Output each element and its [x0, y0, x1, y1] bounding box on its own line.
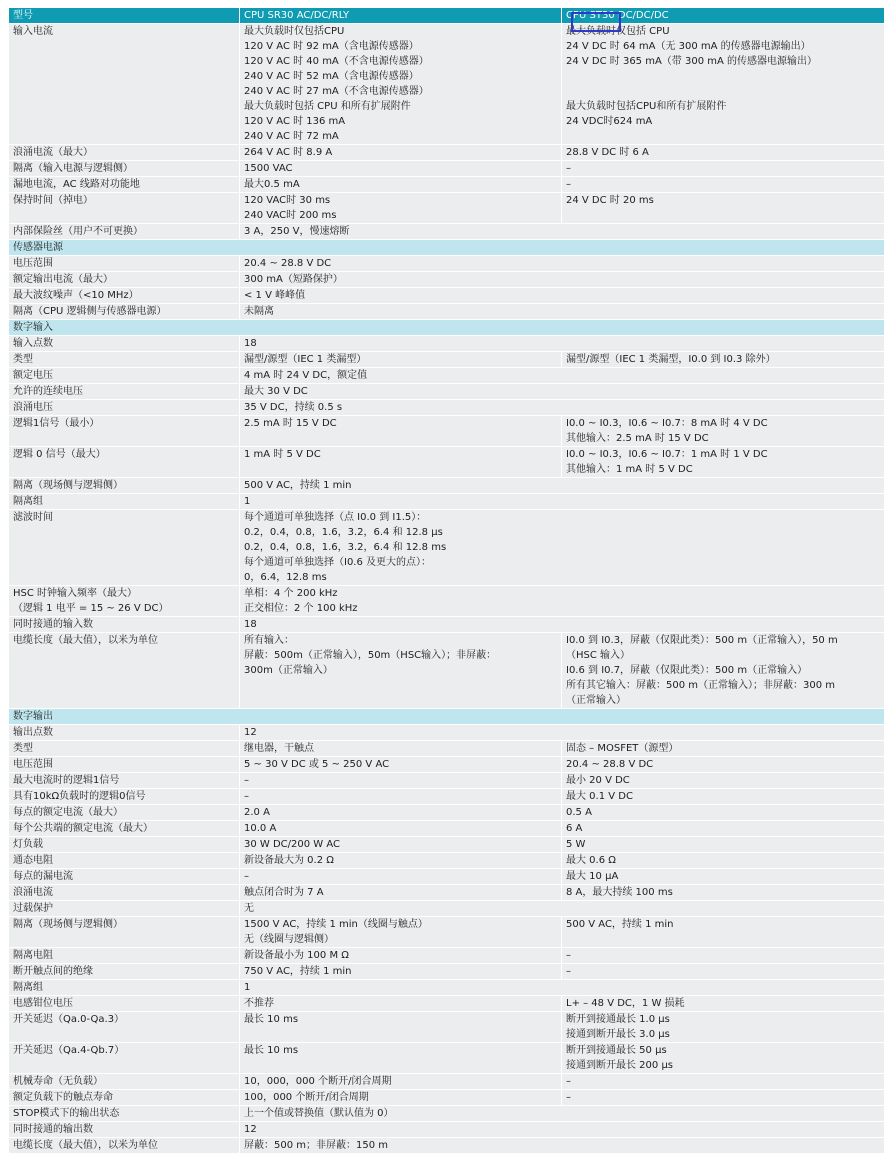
value-st30	[562, 145, 884, 161]
value-shared	[240, 617, 884, 633]
value-sr30	[240, 821, 562, 837]
cell-line: 上一个值或替换值（默认值为 0）	[244, 1106, 880, 1121]
cell-line: 每个通道可单独选择（点 I0.0 到 I1.5）：	[244, 510, 880, 525]
row-label: 滤波时间	[9, 510, 240, 586]
cell-line: 0.2，0.4，0.8，1.6，3.2，6.4 和 12.8 ms	[244, 540, 880, 555]
value-shared	[240, 1106, 884, 1122]
section-title: 传感器电源	[9, 240, 884, 256]
section-title: 数字输入	[9, 320, 884, 336]
row-label: 最大电流时的逻辑1信号	[9, 773, 240, 789]
table-row	[9, 964, 884, 980]
table-row	[9, 917, 884, 948]
table-row	[9, 805, 884, 821]
table-row	[9, 869, 884, 885]
value-shared	[240, 510, 884, 586]
table-row	[9, 901, 884, 917]
cell-line: 屏蔽：500m（正常输入），50m（HSC输入）；非屏蔽：	[244, 648, 557, 663]
cell-line: –	[566, 964, 880, 979]
row-label: 浪涌电压	[9, 400, 240, 416]
value-sr30	[240, 352, 562, 368]
table-row	[9, 1043, 884, 1074]
row-label: 隔离电阻	[9, 948, 240, 964]
row-label: 每点的漏电流	[9, 869, 240, 885]
table-row	[9, 773, 884, 789]
row-label: 同时接通的输入数	[9, 617, 240, 633]
cell-line: 12	[244, 725, 880, 740]
cell-line: 120 VAC时 30 ms	[244, 193, 557, 208]
cell-line: 新设备最小为 100 M Ω	[244, 948, 557, 963]
cell-line: 6 A	[566, 821, 880, 836]
cell-line: 每个通道可单独选择（I0.6 及更大的点）：	[244, 555, 880, 570]
cell-line: 1500 VAC	[244, 161, 557, 176]
spec-table-container	[8, 7, 883, 1153]
table-row	[9, 996, 884, 1012]
cell-line: 20.4 ~ 28.8 V DC	[244, 256, 880, 271]
cell-line: 120 V AC 时 92 mA（含电源传感器）	[244, 39, 557, 54]
row-label: 开关延迟（Qa.4-Qb.7）	[9, 1043, 240, 1074]
row-label: 隔离组	[9, 980, 240, 996]
value-sr30	[240, 1090, 562, 1106]
table-row	[9, 725, 884, 741]
value-sr30	[240, 177, 562, 193]
table-row	[9, 821, 884, 837]
row-label: 内部保险丝（用户不可更换）	[9, 224, 240, 240]
cell-line: 300 mA（短路保护）	[244, 272, 880, 287]
cell-line: 最大负载时仅包括CPU	[244, 24, 557, 39]
value-st30	[562, 352, 884, 368]
cell-line: 18	[244, 336, 880, 351]
cell-line: 漏型/源型（IEC 1 类漏型）	[244, 352, 557, 367]
value-sr30	[240, 416, 562, 447]
cell-line: 1	[244, 494, 880, 509]
cell-line: 断开到接通最长 50 μs	[566, 1043, 880, 1058]
row-label: 类型	[9, 352, 240, 368]
row-label: STOP模式下的输出状态	[9, 1106, 240, 1122]
row-label: 电缆长度（最大值），以米为单位	[9, 633, 240, 709]
cell-line: 5 W	[566, 837, 880, 852]
value-shared	[240, 304, 884, 320]
cell-line	[566, 84, 880, 99]
table-row	[9, 352, 884, 368]
cell-line: 240 VAC时 200 ms	[244, 208, 557, 223]
value-st30	[562, 964, 884, 980]
cell-line: HSC 时钟输入频率（最大）	[13, 586, 235, 601]
header-model: 型号	[9, 8, 240, 24]
cell-line: –	[566, 948, 880, 963]
cell-line: 1	[244, 980, 880, 995]
value-shared	[240, 256, 884, 272]
section-row	[9, 709, 884, 725]
cell-line: 无（线圈与逻辑侧）	[244, 932, 557, 947]
table-row	[9, 1106, 884, 1122]
row-label: 同时接通的输出数	[9, 1122, 240, 1138]
table-row	[9, 24, 884, 145]
row-label: 漏地电流，AC 线路对功能地	[9, 177, 240, 193]
value-st30	[562, 741, 884, 757]
cell-line: 24 V DC 时 20 ms	[566, 193, 880, 208]
table-row	[9, 384, 884, 400]
row-label: 允许的连续电压	[9, 384, 240, 400]
value-shared	[240, 224, 884, 240]
table-row	[9, 288, 884, 304]
cell-line: 240 V AC 时 72 mA	[244, 129, 557, 144]
row-label: 机械寿命（无负载）	[9, 1074, 240, 1090]
row-label: 电缆长度（最大值），以米为单位	[9, 1138, 240, 1153]
value-sr30	[240, 24, 562, 145]
row-label: 逻辑 0 信号（最大）	[9, 447, 240, 478]
table-row	[9, 400, 884, 416]
value-sr30	[240, 837, 562, 853]
value-sr30	[240, 805, 562, 821]
value-sr30	[240, 869, 562, 885]
cell-line: I0.0 ~ I0.3，I0.6 ~ I0.7：1 mA 时 1 V DC	[566, 447, 880, 462]
cell-line: 500 V AC，持续 1 min	[566, 917, 880, 932]
cell-line: 最长 10 ms	[244, 1012, 557, 1027]
value-st30	[562, 1074, 884, 1090]
row-label: 输入电流	[9, 24, 240, 145]
value-st30	[562, 837, 884, 853]
cell-line: 最大0.5 mA	[244, 177, 557, 192]
cell-line: 28.8 V DC 时 6 A	[566, 145, 880, 160]
value-shared	[240, 586, 884, 617]
value-sr30	[240, 773, 562, 789]
cell-line: 0.5 A	[566, 805, 880, 820]
value-shared	[240, 1138, 884, 1153]
cell-line: 最大 10 μA	[566, 869, 880, 884]
value-shared	[240, 725, 884, 741]
cell-line: 20.4 ~ 28.8 V DC	[566, 757, 880, 772]
value-shared	[240, 478, 884, 494]
cell-line: 24 V DC 时 365 mA（带 300 mA 的传感器电源输出）	[566, 54, 880, 69]
cell-line: 3 A，250 V，慢速熔断	[244, 224, 880, 239]
row-label: 过载保护	[9, 901, 240, 917]
table-row	[9, 757, 884, 773]
cell-line: < 1 V 峰峰值	[244, 288, 880, 303]
cell-line: 120 V AC 时 136 mA	[244, 114, 557, 129]
row-label: 隔离（输入电源与逻辑侧）	[9, 161, 240, 177]
section-title: 数字输出	[9, 709, 884, 725]
cell-line: 最大 0.6 Ω	[566, 853, 880, 868]
table-row	[9, 447, 884, 478]
cell-line: 2.5 mA 时 15 V DC	[244, 416, 557, 431]
value-st30	[562, 1012, 884, 1043]
table-row	[9, 1074, 884, 1090]
cell-line: 240 V AC 时 52 mA（含电源传感器）	[244, 69, 557, 84]
row-label: 浪涌电流（最大）	[9, 145, 240, 161]
row-label: 隔离组	[9, 494, 240, 510]
value-st30	[562, 193, 884, 224]
row-label: 类型	[9, 741, 240, 757]
value-st30	[562, 447, 884, 478]
row-label: 断开触点间的绝缘	[9, 964, 240, 980]
cell-line: 所有输入：	[244, 633, 557, 648]
cell-line: 0.2，0.4，0.8，1.6，3.2，6.4 和 12.8 μs	[244, 525, 880, 540]
value-st30	[562, 917, 884, 948]
value-st30	[562, 789, 884, 805]
header-row	[9, 8, 884, 24]
value-st30	[562, 1043, 884, 1074]
cell-line: 新设备最大为 0.2 Ω	[244, 853, 557, 868]
cell-line: 264 V AC 时 8.9 A	[244, 145, 557, 160]
cell-line: –	[566, 177, 880, 192]
cell-line: （HSC 输入）	[566, 648, 880, 663]
value-sr30	[240, 447, 562, 478]
value-st30	[562, 24, 884, 145]
value-st30	[562, 853, 884, 869]
cell-line: 10.0 A	[244, 821, 557, 836]
cell-line: 漏型/源型（IEC 1 类漏型，I0.0 到 I0.3 除外）	[566, 352, 880, 367]
row-label: 电压范围	[9, 757, 240, 773]
cell-line: 最大 0.1 V DC	[566, 789, 880, 804]
cell-line: 最长 10 ms	[244, 1043, 557, 1058]
table-row	[9, 224, 884, 240]
value-shared	[240, 288, 884, 304]
cell-line: 固态 – MOSFET（源型）	[566, 741, 880, 756]
row-label: 浪涌电流	[9, 885, 240, 901]
row-label: 通态电阻	[9, 853, 240, 869]
cell-line: 1500 V AC，持续 1 min（线圈与触点）	[244, 917, 557, 932]
cell-line: 12	[244, 1122, 880, 1137]
cell-line: 无	[244, 901, 880, 916]
header-cpu-st30[interactable]: CPU ST30 DC/DC/DC	[562, 8, 884, 24]
section-row	[9, 240, 884, 256]
table-row	[9, 161, 884, 177]
row-label: 额定负载下的触点寿命	[9, 1090, 240, 1106]
value-st30	[562, 416, 884, 447]
row-label: 电感钳位电压	[9, 996, 240, 1012]
value-sr30	[240, 757, 562, 773]
table-row	[9, 837, 884, 853]
cell-line	[566, 69, 880, 84]
spec-table	[8, 7, 884, 1153]
table-row	[9, 1122, 884, 1138]
table-row	[9, 193, 884, 224]
value-shared	[240, 368, 884, 384]
value-sr30	[240, 161, 562, 177]
value-st30	[562, 161, 884, 177]
row-label: 逻辑1信号（最小）	[9, 416, 240, 447]
value-st30	[562, 885, 884, 901]
value-sr30	[240, 193, 562, 224]
value-shared	[240, 494, 884, 510]
cell-line: 最大负载时包括 CPU 和所有扩展附件	[244, 99, 557, 114]
value-sr30	[240, 948, 562, 964]
value-sr30	[240, 789, 562, 805]
header-cpu-sr30: CPU SR30 AC/DC/RLY	[240, 8, 562, 24]
value-st30	[562, 996, 884, 1012]
value-sr30	[240, 1074, 562, 1090]
cell-line: 35 V DC，持续 0.5 s	[244, 400, 880, 415]
row-label: 额定输出电流（最大）	[9, 272, 240, 288]
table-row	[9, 948, 884, 964]
cell-line: 24 VDC时624 mA	[566, 114, 880, 129]
row-label: 隔离（现场侧与逻辑侧）	[9, 917, 240, 948]
row-label: 输出点数	[9, 725, 240, 741]
cell-line: –	[244, 773, 557, 788]
cell-line: 0，6.4，12.8 ms	[244, 570, 880, 585]
table-row	[9, 368, 884, 384]
row-label: 具有10kΩ负载时的逻辑0信号	[9, 789, 240, 805]
cell-line: 300m（正常输入）	[244, 663, 557, 678]
value-shared	[240, 272, 884, 288]
row-label: 最大波纹噪声（<10 MHz）	[9, 288, 240, 304]
table-row	[9, 1138, 884, 1153]
row-label: 开关延迟（Qa.0-Qa.3）	[9, 1012, 240, 1043]
cell-line: 接通到断开最长 3.0 μs	[566, 1027, 880, 1042]
table-row	[9, 494, 884, 510]
table-row	[9, 980, 884, 996]
cell-line: 接通到断开最长 200 μs	[566, 1058, 880, 1073]
row-label: 每个公共端的额定电流（最大）	[9, 821, 240, 837]
value-sr30	[240, 917, 562, 948]
cell-line: 其他输入：2.5 mA 时 15 V DC	[566, 431, 880, 446]
cell-line: （正常输入）	[566, 693, 880, 708]
table-row	[9, 853, 884, 869]
value-st30	[562, 948, 884, 964]
cell-line: 750 V AC，持续 1 min	[244, 964, 557, 979]
cell-line: 4 mA 时 24 V DC，额定值	[244, 368, 880, 383]
value-st30	[562, 177, 884, 193]
value-shared	[240, 400, 884, 416]
value-st30	[562, 1090, 884, 1106]
cell-line: 触点闭合时为 7 A	[244, 885, 557, 900]
value-sr30	[240, 145, 562, 161]
cell-line: 屏蔽：500 m；非屏蔽：150 m	[244, 1138, 880, 1153]
cell-line: （逻辑 1 电平 = 15 ~ 26 V DC）	[13, 601, 235, 616]
cell-line: 继电器，干触点	[244, 741, 557, 756]
value-sr30	[240, 853, 562, 869]
cell-line: 30 W DC/200 W AC	[244, 837, 557, 852]
cell-line: 其他输入：1 mA 时 5 V DC	[566, 462, 880, 477]
value-sr30	[240, 885, 562, 901]
table-row	[9, 272, 884, 288]
cell-line: 单相：4 个 200 kHz	[244, 586, 880, 601]
cell-line: 240 V AC 时 27 mA（不含电源传感器）	[244, 84, 557, 99]
value-st30	[562, 805, 884, 821]
table-row	[9, 177, 884, 193]
cell-line: 5 ~ 30 V DC 或 5 ~ 250 V AC	[244, 757, 557, 772]
cell-line: I0.0 到 I0.3，屏蔽（仅限此类）：500 m（正常输入），50 m	[566, 633, 880, 648]
cell-line: –	[566, 1074, 880, 1089]
value-sr30	[240, 1043, 562, 1074]
cell-line: –	[244, 789, 557, 804]
row-label: 隔离（CPU 逻辑侧与传感器电源）	[9, 304, 240, 320]
cell-line: 最大负载时仅包括 CPU	[566, 24, 880, 39]
cell-line: I0.0 ~ I0.3，I0.6 ~ I0.7：8 mA 时 4 V DC	[566, 416, 880, 431]
table-row	[9, 336, 884, 352]
value-sr30	[240, 741, 562, 757]
table-row	[9, 510, 884, 586]
cell-line: 正交相位：2 个 100 kHz	[244, 601, 880, 616]
value-shared	[240, 384, 884, 400]
cell-line: –	[566, 1090, 880, 1105]
section-row	[9, 320, 884, 336]
table-row	[9, 586, 884, 617]
value-st30	[562, 757, 884, 773]
cell-line: –	[566, 161, 880, 176]
cell-line: 24 V DC 时 64 mA（无 300 mA 的传感器电源输出）	[566, 39, 880, 54]
table-row	[9, 617, 884, 633]
cell-line: 不推荐	[244, 996, 557, 1011]
value-st30	[562, 633, 884, 709]
value-st30	[562, 773, 884, 789]
value-sr30	[240, 633, 562, 709]
row-label: 电压范围	[9, 256, 240, 272]
value-st30	[562, 869, 884, 885]
row-label: 保持时间（掉电）	[9, 193, 240, 224]
row-label: 灯负载	[9, 837, 240, 853]
row-label: 输入点数	[9, 336, 240, 352]
cell-line: 500 V AC，持续 1 min	[244, 478, 880, 493]
value-sr30	[240, 1012, 562, 1043]
table-row	[9, 741, 884, 757]
table-row	[9, 1012, 884, 1043]
cell-line: –	[244, 869, 557, 884]
row-label: 每点的额定电流（最大）	[9, 805, 240, 821]
row-label	[9, 586, 240, 617]
cell-line: 断开到接通最长 1.0 μs	[566, 1012, 880, 1027]
cell-line: 18	[244, 617, 880, 632]
table-row	[9, 256, 884, 272]
value-sr30	[240, 996, 562, 1012]
value-shared	[240, 336, 884, 352]
cell-line: 10，000，000 个断开/闭合周期	[244, 1074, 557, 1089]
row-label: 额定电压	[9, 368, 240, 384]
cell-line: 120 V AC 时 40 mA（不含电源传感器）	[244, 54, 557, 69]
cell-line: 最大 30 V DC	[244, 384, 880, 399]
value-shared	[240, 901, 884, 917]
table-row	[9, 789, 884, 805]
cell-line: L+ – 48 V DC，1 W 损耗	[566, 996, 880, 1011]
cell-line: 未隔离	[244, 304, 880, 319]
cell-line: 所有其它输入：屏蔽：500 m（正常输入）；非屏蔽：300 m	[566, 678, 880, 693]
table-row	[9, 478, 884, 494]
cell-line: 2.0 A	[244, 805, 557, 820]
table-row	[9, 416, 884, 447]
value-st30	[562, 821, 884, 837]
cell-line: 最小 20 V DC	[566, 773, 880, 788]
table-row	[9, 145, 884, 161]
table-row	[9, 633, 884, 709]
row-label: 隔离（现场侧与逻辑侧）	[9, 478, 240, 494]
value-sr30	[240, 964, 562, 980]
spec-table-body	[9, 24, 884, 1153]
cell-line: 1 mA 时 5 V DC	[244, 447, 557, 462]
table-row	[9, 1090, 884, 1106]
cell-line: I0.6 到 I0.7，屏蔽（仅限此类）：500 m（正常输入）	[566, 663, 880, 678]
cell-line: 最大负载时包括CPU和所有扩展附件	[566, 99, 880, 114]
cell-line: 8 A，最大持续 100 ms	[566, 885, 880, 900]
cell-line: 100，000 个断开/闭合周期	[244, 1090, 557, 1105]
value-shared	[240, 1122, 884, 1138]
table-row	[9, 885, 884, 901]
value-shared	[240, 980, 884, 996]
table-row	[9, 304, 884, 320]
